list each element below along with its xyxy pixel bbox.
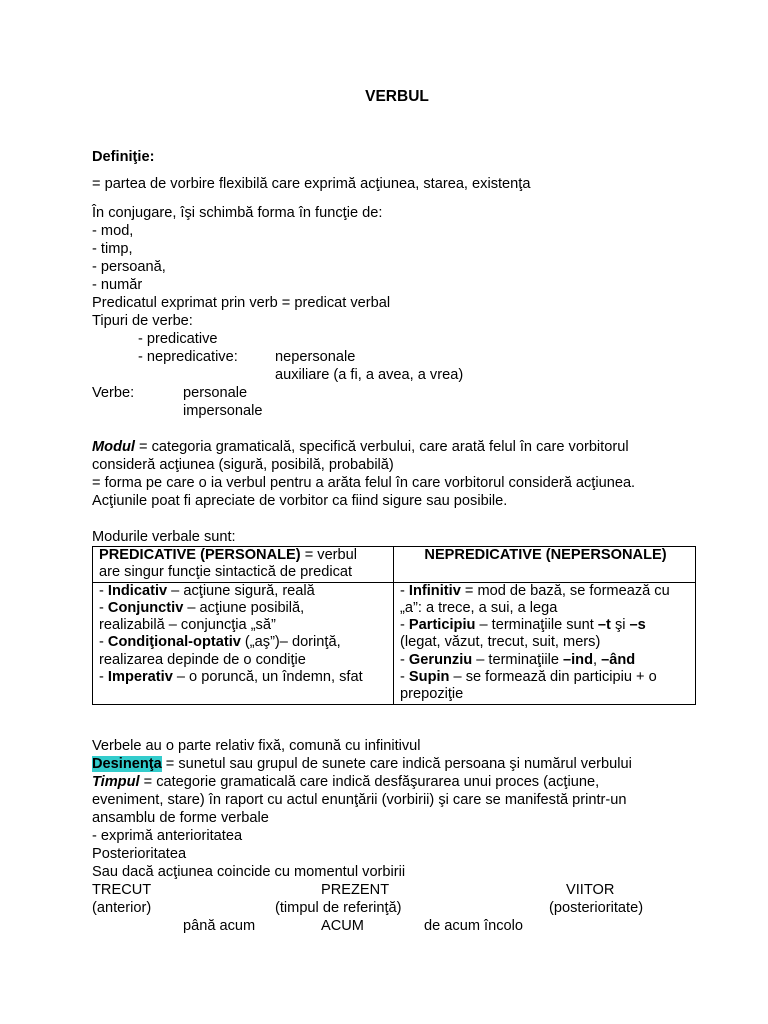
tense-term: Timpul [92,774,140,790]
mood-definition-line4: Acţiunile poat fi apreciate de vorbitor ca fiind sigure sau posibile. [92,493,508,509]
definition-text: = partea de vorbire flexibilă care exprimă acţiunea, starea, existenţa [92,176,531,192]
timeline-future: VIITOR [566,882,615,898]
verb-types-label: Tipuri de verbe: [92,313,193,329]
conjugation-item-numar: - număr [92,277,143,293]
list-item-supin: - Supin – se formează din participiu + o prepoziţie [400,669,657,703]
list-item-conjunctiv: - Conjunctiv – acţiune posibilă, realizabilă – conjuncţia „să” [99,599,305,634]
posteriority-line: Posterioritatea [92,846,187,862]
timeline-from-now: de acum încolo [424,918,523,934]
conjugation-intro: În conjugare, îşi schimbă forma în funcţie de: [92,205,383,221]
coincide-line: Sau dacă acţiunea coincide cu momentul vorbirii [92,864,406,880]
timeline-posterior: (posterioritate) [549,900,644,916]
timeline-until-now: până acum [183,918,256,934]
list-item-imperativ: - Imperativ – o poruncă, un îndemn, sfat [99,669,363,686]
definition-heading: Definiţie: [92,149,155,165]
table-row [93,582,696,704]
verb-type-nepredicative: - nepredicative: [138,349,238,365]
list-item-conditional: - Condiţional-optativ („aş”)– dorinţă, realizarea depinde de o condiţie [99,634,341,668]
table-header-row [93,547,696,583]
predicative-moods-cell [93,582,394,704]
anteriority-line: - exprimă anterioritatea [92,828,243,844]
mood-definition-line2: consideră acţiunea (sigură, posibilă, probabilă) [92,457,394,473]
verb-type-predicative: - predicative [138,331,218,347]
timeline-now: ACUM [321,918,364,934]
conjugation-item-persoana: - persoană, [92,259,166,275]
list-item-gerunziu: - Gerunziu – terminaţiile –ind, –ând [400,651,636,668]
moods-intro: Modurile verbale sunt: [92,529,236,545]
tense-definition-line2: eveniment, stare) în raport cu actul enunţării (vorbirii) şi care se manifestă printr-un [92,792,627,808]
nepredicative-moods-cell [394,582,696,704]
verbs-personale: personale [183,385,248,401]
mood-definition-line3: = forma pe care o ia verbul pentru a arăta felul în care vorbitorul consideră acţiunea. [92,475,636,491]
predicate-line: Predicatul exprimat prin verb = predicat verbal [92,295,391,311]
timeline-reference: (timpul de referinţă) [275,900,402,916]
fixed-part-line: Verbele au o parte relativ fixă, comună cu infinitivul [92,738,421,754]
list-item-infinitiv: - Infinitiv = mod de bază, se formează cu „a”: a trece, a sui, a lega [400,582,670,616]
header-nepredicative: NEPREDICATIVE (NEPERSONALE) [394,547,696,583]
moods-table [92,546,696,705]
verb-subtype-nepersonale: nepersonale [275,349,356,365]
timeline-anterior: (anterior) [92,900,152,916]
tense-definition-line3: ansamblu de forme verbale [92,810,269,826]
conjugation-item-timp: - timp, [92,241,133,257]
conjugation-item-mod: - mod, [92,223,134,239]
timeline-present: PREZENT [321,882,390,898]
verb-subtype-auxiliare: auxiliare (a fi, a avea, a vrea) [275,367,464,383]
verbs-label: Verbe: [92,385,135,401]
mood-term: Modul [92,439,135,455]
header-predicative: PREDICATIVE (PERSONALE) = verbul are singur funcţie sintactică de predicat [93,547,394,583]
timeline-past: TRECUT [92,882,152,898]
tense-definition-line1: Timpul = categorie gramaticală care indică desfăşurarea unui proces (acţiune, [92,774,600,790]
verbs-impersonale: impersonale [183,403,263,419]
mood-definition-line1: Modul = categoria gramaticală, specifică verbului, care arată felul în care vorbitorul [92,439,629,455]
ending-term-highlight: Desinenţa [92,756,162,772]
ending-definition: Desinenţa = sunetul sau grupul de sunete care indică persoana şi numărul verbului [92,756,632,772]
list-item-indicativ: - Indicativ – acţiune sigură, reală [99,582,315,599]
page-title: VERBUL [365,88,429,105]
list-item-participiu: - Participiu – terminaţiile sunt –t şi –s (legat, văzut, trecut, suit, mers) [400,617,646,651]
